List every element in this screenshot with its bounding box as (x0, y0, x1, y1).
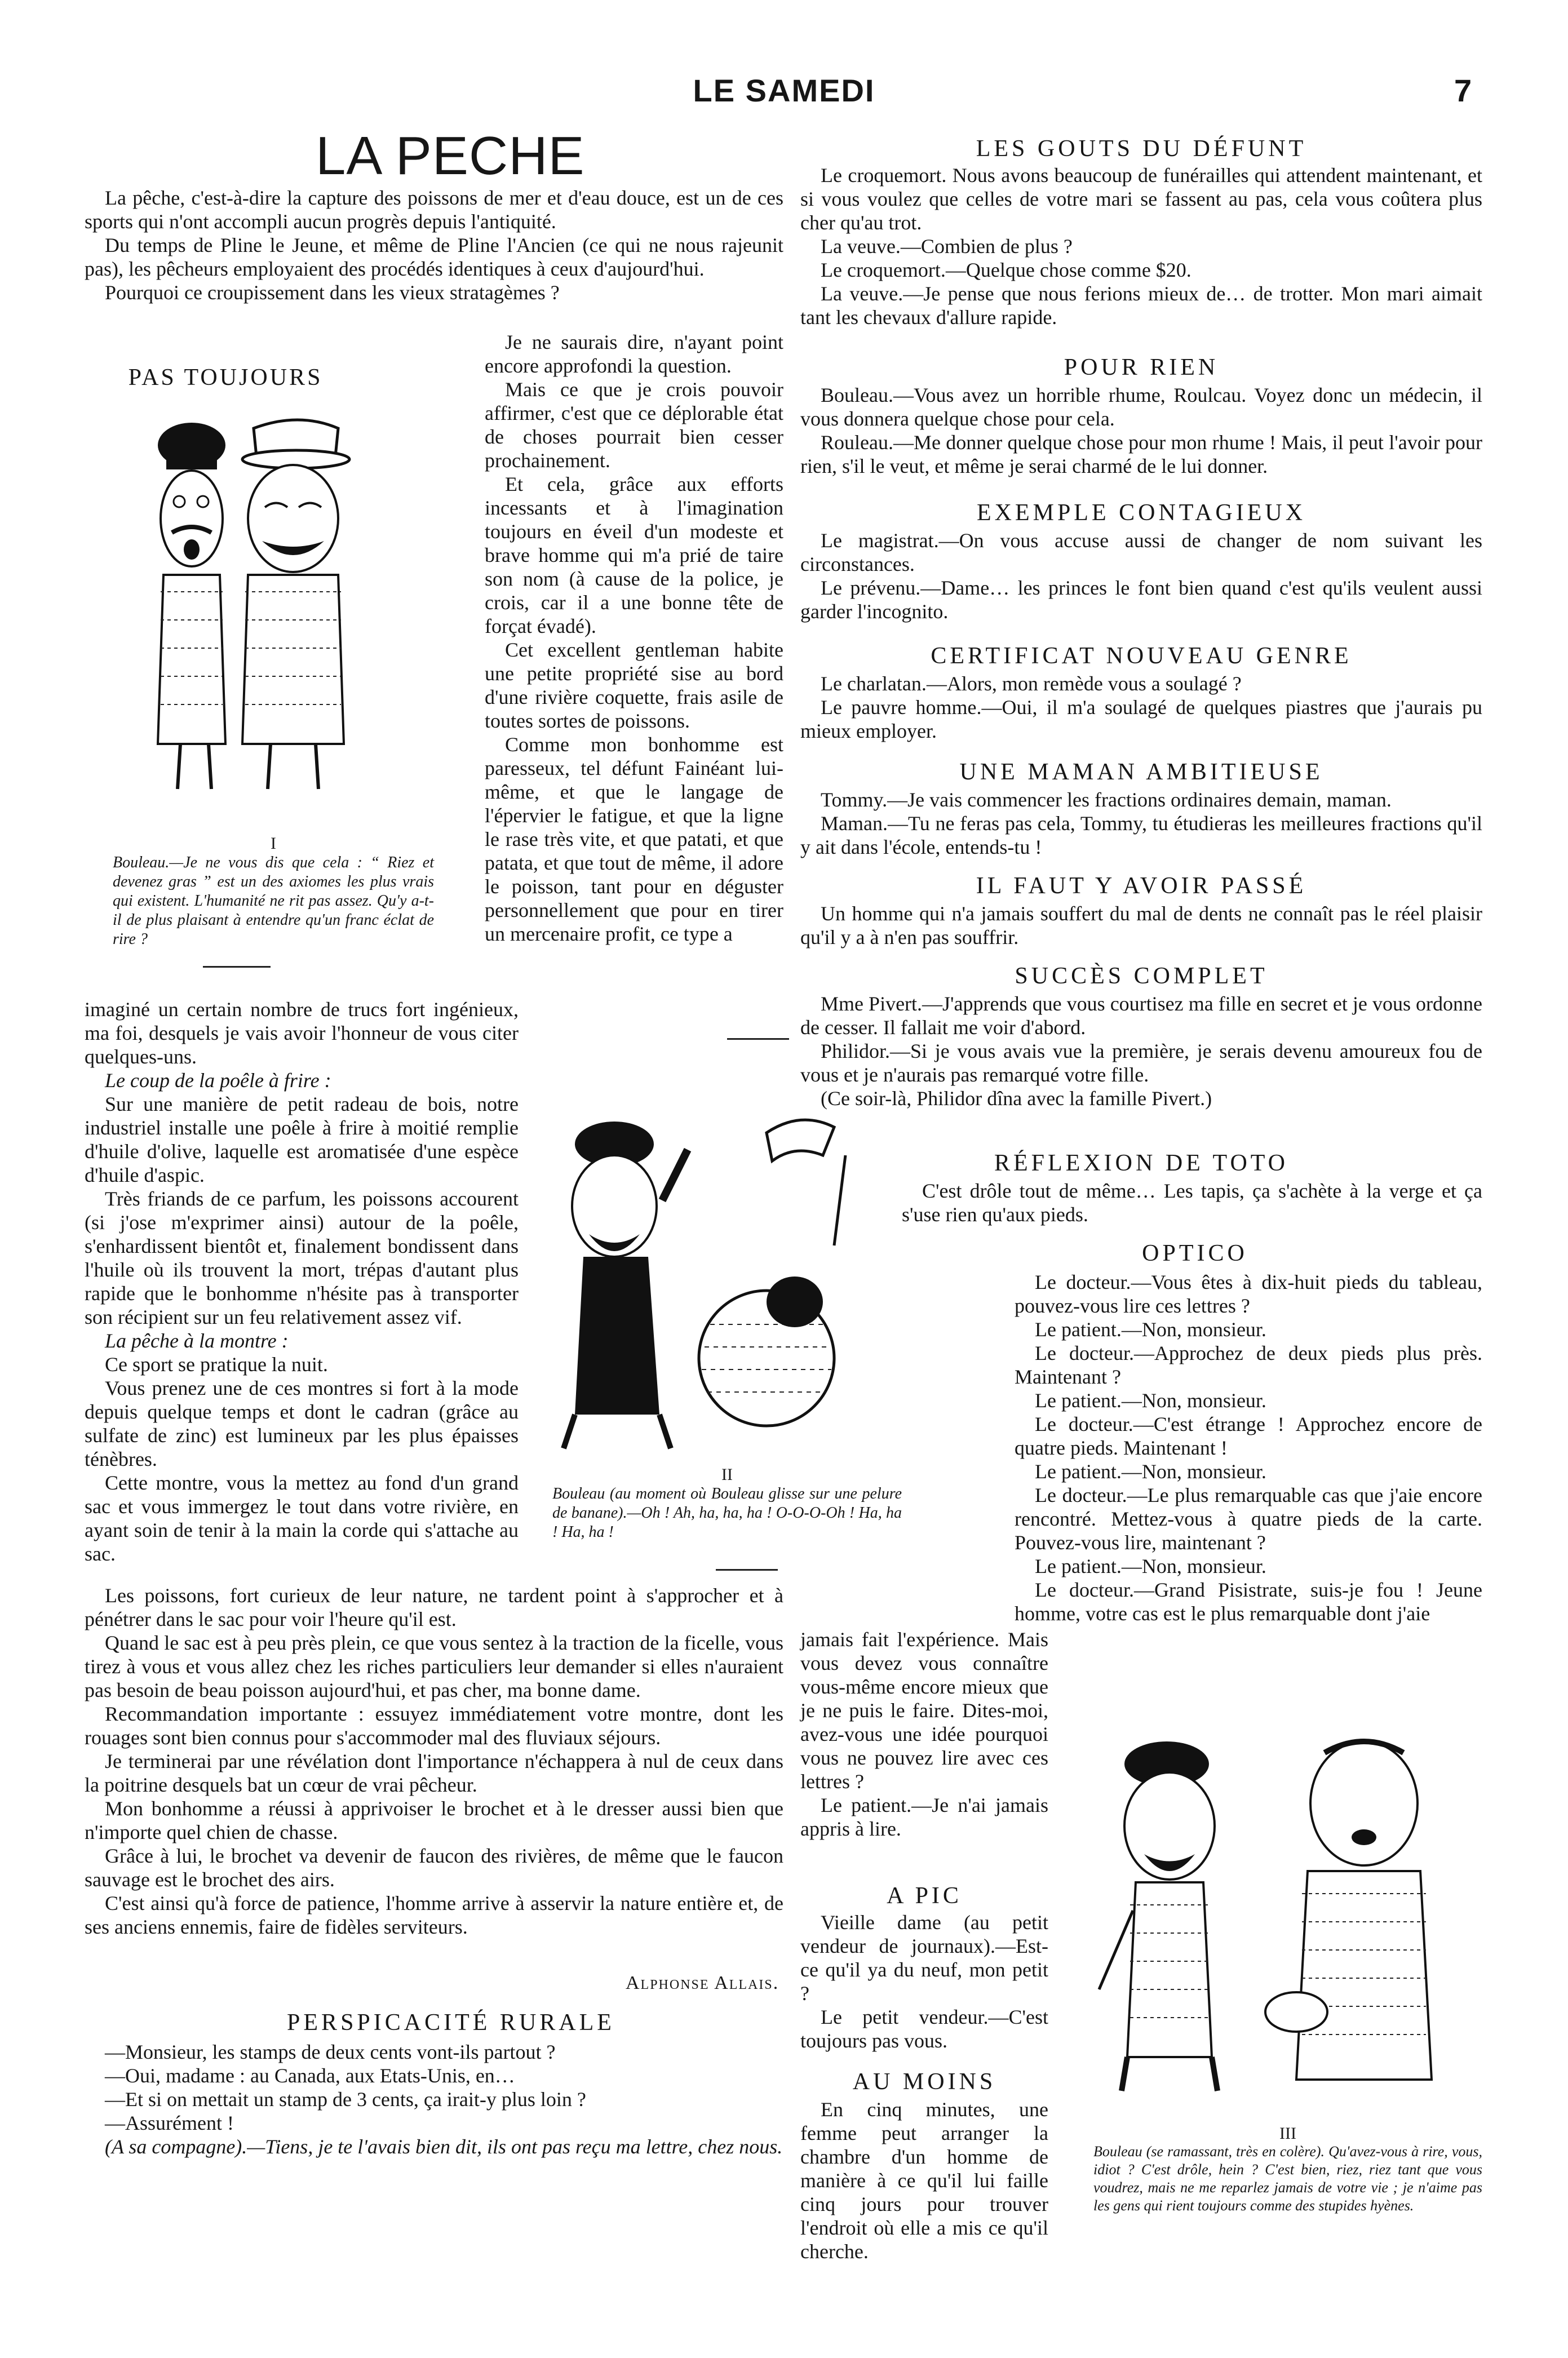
paragraph: Quand le sac est à peu près plein, ce que vous sentez à la traction de la ficelle, vous tirez à vous et vous allez chez les riches particuliers leur demander si elles n'auraient pas besoin de beau poisson aujourd'hui, et pas cher, ma bonne dame. (85, 1632, 783, 1701)
paragraph: Mais ce que je crois pouvoir affirmer, c'est que ce déplorable état de choses pourrait bien cesser prochainement. (485, 378, 783, 472)
section-title: EXEMPLE CONTAGIEUX (976, 500, 1306, 526)
signature: Alphonse Allais. (626, 1973, 779, 1993)
article-title: LA PECHE (316, 126, 585, 186)
masthead: LE SAMEDI (693, 73, 875, 108)
section-body (800, 529, 1482, 623)
paragraph: Le docteur.—Vous êtes à dix-huit pieds du tableau, pouvez-vous lire ces lettres ? (1015, 1271, 1482, 1317)
paragraph: Je ne saurais dire, n'ayant point encore approfondi la question. (485, 331, 783, 377)
paragraph: Maman.—Tu ne feras pas cela, Tommy, tu étudieras les meilleures fractions qu'il y ait dans l'école, entends-tu ! (800, 812, 1482, 858)
paragraph: Tommy.—Je vais commencer les fractions ordinaires demain, maman. (821, 788, 1392, 811)
section-title: RÉFLEXION DE TOTO (994, 1150, 1288, 1176)
paragraph: Rouleau.—Me donner quelque chose pour mon rhume ! Mais, il peut l'avoir pour rien, s'il le veut, et même je serai charmé de le lui donner. (800, 431, 1482, 477)
paragraph: La veuve.—Combien de plus ? (821, 235, 1073, 258)
paragraph: Sur une manière de petit radeau de bois, notre industriel installe une poêle à frire à moitié remplie d'huile d'olive, laquelle est aromatisée d'une espèce d'huile d'aspic. (85, 1093, 519, 1186)
paragraph: —Assurément ! (105, 2112, 234, 2134)
cartoon-title: PAS TOUJOURS (128, 365, 323, 391)
cartoon-caption-3 (1093, 2125, 1482, 2215)
paragraph: C'est ainsi qu'à force de patience, l'homme arrive à asservir la nature entière et, de ses anciens ennemis, faire de fidèles serviteurs. (85, 1892, 783, 1938)
paragraph: Ce sport se pratique la nuit. (105, 1353, 328, 1376)
paragraph: Du temps de Pline le Jeune, et même de Pline l'Ancien (ce qui ne nous rajeunit pas), les pêcheurs employaient des procédés identiques à ceux d'aujourd'hui. (85, 234, 783, 280)
section-title: OPTICO (1142, 1240, 1248, 1266)
article-intro (85, 186, 783, 304)
section-title: POUR RIEN (1064, 354, 1219, 380)
divider (203, 966, 271, 968)
paragraph: Comme mon bonhomme est paresseux, tel défunt Fainéant lui-même, et que le langage de l'épervier le fatigue, et que la ligne le rase très vite, et que patati, et que patata, et que tout de même, il adore le poisson, tant pour en déguster personnellement que pour en tirer un mercenaire profit, ce type a (485, 733, 783, 945)
section-title: A PIC (887, 1883, 962, 1909)
paragraph: Le croquemort. Nous avons beaucoup de funérailles qui attendent maintenant, et si vous voulez que celles de votre mari se fassent au pas, cela vous coûtera plus cher qu'au trot. (800, 164, 1482, 234)
section-title: UNE MAMAN AMBITIEUSE (959, 759, 1323, 785)
section-body (800, 1628, 1048, 1841)
paragraph: Mme Pivert.—J'apprends que vous courtisez ma fille en secret et je vous ordonne de cesser. Il fallait me voir d'abord. (800, 992, 1482, 1039)
paragraph: Le magistrat.—On vous accuse aussi de changer de nom suivant les circonstances. (800, 529, 1482, 575)
cartoon-illustration-1 (113, 406, 361, 795)
paragraph: Vous prenez une de ces montres si fort à la mode depuis quelque temps et dont le cadran (grâce au sulfate de zinc) est lumineux par les plus épaisses ténèbres. (85, 1377, 519, 1470)
section-body (800, 902, 1482, 949)
section-body (800, 788, 1482, 859)
paragraph: —Et si on mettait un stamp de 3 cents, ça irait-y plus loin ? (105, 2088, 586, 2111)
subheading: La pêche à la montre : (105, 1329, 289, 1352)
paragraph: Pourquoi ce croupissement dans les vieux stratagèmes ? (105, 281, 560, 304)
paragraph: Très friands de ce parfum, les poissons accourent (si j'ose m'exprimer ainsi) autour de la poêle, s'enhardissent bientôt et, finalement bondissent dans l'huile où ils trouvent la mort, trépas d'autant plus rapide que le bonhomme n'hésite pas à transporter son récipient sur un feu relativement assez vif. (85, 1187, 519, 1328)
paragraph: La pêche, c'est-à-dire la capture des poissons de mer et d'eau douce, est un de ces sports qui n'ont accompli aucun progrès depuis l'antiquité. (85, 187, 783, 233)
paragraph: Le patient.—Non, monsieur. (1035, 1460, 1266, 1483)
paragraph: En cinq minutes, une femme peut arranger la chambre d'un homme de manière à ce qu'il lui faille cinq jours pour trouver l'endroit où elle a mis ce qu'il cherche. (800, 2098, 1048, 2263)
section-title: SUCCÈS COMPLET (1015, 963, 1268, 989)
paragraph: Cet excellent gentleman habite une petite propriété sise au bord d'une rivière coquette, frais asile de toutes sortes de poissons. (485, 639, 783, 732)
cartoon-caption-2 (552, 1465, 902, 1542)
paragraph: Recommandation importante : essuyez immédiatement votre montre, dont les rouages sont bien connus pour s'accommoder mal des fluviaux séjours. (85, 1703, 783, 1749)
paragraph: Les poissons, fort curieux de leur nature, ne tardent point à s'approcher et à pénétrer dans le sac pour voir l'heure qu'il est. (85, 1584, 783, 1630)
article-column (85, 998, 519, 1566)
article-column (485, 330, 783, 946)
section-title: PERSPICACITÉ RURALE (287, 2010, 615, 2036)
paragraph: La veuve.—Je pense que nous ferions mieux de… de trotter. Mon mari aimait tant les chevaux d'allure rapide. (800, 282, 1482, 329)
cartoon-illustration-3 (1082, 1719, 1465, 2102)
section-body (800, 163, 1482, 329)
section-title: LES GOUTS DU DÉFUNT (976, 136, 1307, 162)
paragraph: Le patient.—Je n'ai jamais appris à lire. (800, 1794, 1048, 1840)
section-body (800, 2098, 1048, 2263)
paragraph: Le charlatan.—Alors, mon remède vous a soulagé ? (821, 672, 1242, 695)
paragraph: Le croquemort.—Quelque chose comme $20. (821, 259, 1191, 281)
paragraph: imaginé un certain nombre de trucs fort ingénieux, ma foi, desquels je vais avoir l'honneur de vous citer quelques-uns. (85, 998, 519, 1068)
article-column (85, 1584, 783, 1939)
caption-number: I (271, 834, 276, 853)
caption-number: III (1279, 2124, 1296, 2143)
paragraph: Le pauvre homme.—Oui, il m'a soulagé de quelques piastres que j'aurais pu mieux employer. (800, 696, 1482, 742)
paragraph: Le patient.—Non, monsieur. (1035, 1555, 1266, 1577)
paragraph: Grâce à lui, le brochet va devenir de faucon des rivières, de même que le faucon sauvage est le brochet des airs. (85, 1845, 783, 1891)
caption-number: II (721, 1465, 733, 1484)
paragraph: Bouleau.—Vous avez un horrible rhume, Roulcau. Voyez donc un médecin, il vous donnera quelque chose pour cela. (800, 384, 1482, 430)
section-body (902, 1179, 1482, 1226)
paragraph: Le patient.—Non, monsieur. (1035, 1318, 1266, 1341)
paragraph: Le docteur.—C'est étrange ! Approchez encore de quatre pieds. Maintenant ! (1015, 1413, 1482, 1459)
paragraph: Mon bonhomme a réussi à apprivoiser le brochet et à le dresser aussi bien que n'importe quel chien de chasse. (85, 1797, 783, 1843)
paragraph: jamais fait l'expérience. Mais vous devez vous connaître vous-même encore mieux que je ne puis le faire. Dites-moi, avez-vous une idée pourquoi vous ne pouvez lire avec ces lettres ? (800, 1628, 1048, 1793)
section-title: CERTIFICAT NOUVEAU GENRE (931, 643, 1352, 669)
subheading: Le coup de la poêle à frire : (105, 1069, 331, 1092)
caption-text: Bouleau (au moment où Bouleau glisse sur une pelure de banane).—Oh ! Ah, ha, ha, ha ! O-O-O-Oh ! Ha, ha ! Ha, ha ! (552, 1485, 902, 1541)
paragraph: Un homme qui n'a jamais souffert du mal de dents ne connaît pas le réel plaisir qu'il y a à n'en pas souffrir. (800, 902, 1482, 948)
section-body (800, 672, 1482, 743)
section-body (800, 383, 1482, 478)
caption-text: Bouleau.—Je ne vous dis que cela : “ Riez et devenez gras ” est un des axiomes les plus vrais qui existent. L'humanité ne rit pas assez. Qu'y a-t-il de plus plaisant à entendre qu'un franc éclat de rire ? (113, 854, 434, 948)
paragraph: Le petit vendeur.—C'est toujours pas vous. (800, 2006, 1048, 2052)
paragraph: Le patient.—Non, monsieur. (1035, 1389, 1266, 1412)
section-title: IL FAUT Y AVOIR PASSÉ (976, 873, 1307, 899)
paragraph: Le docteur.—Grand Pisistrate, suis-je fou ! Jeune homme, votre cas est le plus remarquable dont j'aie (1015, 1579, 1482, 1625)
paragraph: Et cela, grâce aux efforts incessants et à l'imagination toujours en éveil d'un modeste et brave homme qui m'a prié de taire son nom (à cause de la police, je crois, car il a une bonne tête de forçat évadé). (485, 473, 783, 637)
paragraph: Le docteur.—Le plus remarquable cas que j'aie encore rencontré. Mettez-vous à quatre pieds de la carte. Pouvez-vous lire, maintenant ? (1015, 1484, 1482, 1554)
page-number: 7 (1454, 73, 1472, 108)
paragraph: C'est drôle tout de même… Les tapis, ça s'achète à la verge et ça s'use rien qu'aux pieds. (902, 1180, 1482, 1226)
caption-text: Bouleau (se ramassant, très en colère). Qu'avez-vous à rire, vous, idiot ? C'est drôle, hein ? C'est bien, riez, riez tant que vous voudrez, mais ne me reparlez jamais de votre vie ; je n'aime pas les gens qui rient toujours comme des stupides hyènes. (1093, 2143, 1482, 2214)
paragraph: —Monsieur, les stamps de deux cents vont-ils partout ? (105, 2041, 556, 2063)
paragraph: Vieille dame (au petit vendeur de journaux).—Est-ce qu'il ya du neuf, mon petit ? (800, 1911, 1048, 2005)
paragraph: Le prévenu.—Dame… les princes le font bien quand c'est qu'ils veulent aussi garder l'incognito. (800, 577, 1482, 623)
section-body (800, 992, 1482, 1110)
article-column (85, 2040, 783, 2158)
paragraph: —Oui, madame : au Canada, aux Etats-Unis, en… (105, 2064, 515, 2087)
divider (716, 1569, 778, 1571)
paragraph: Philidor.—Si je vous avais vue la première, je serais devenu amoureux fou de vous et je n'aurais pas remarqué votre fille. (800, 1040, 1482, 1086)
paragraph: Cette montre, vous la mettez au fond d'un grand sac et vous immergez le tout dans votre rivière, en ayant soin de tenir à la main la corde qui s'attache au sac. (85, 1471, 519, 1565)
section-body (1015, 1270, 1482, 1625)
cartoon-caption-1 (113, 834, 434, 949)
section-title: AU MOINS (852, 2069, 996, 2095)
paragraph: Le docteur.—Approchez de deux pieds plus près. Maintenant ? (1015, 1342, 1482, 1388)
paragraph: (Ce soir-là, Philidor dîna avec la famille Pivert.) (821, 1087, 1212, 1110)
paragraph: Je terminerai par une révélation dont l'importance n'échappera à nul de ceux dans la poitrine desquels bat un cœur de vrai pêcheur. (85, 1750, 783, 1796)
paragraph: (A sa compagne).—Tiens, je te l'avais bien dit, ils ont pas reçu ma lettre, chez nous. (105, 2135, 783, 2158)
divider (727, 1038, 789, 1040)
section-body (800, 1911, 1048, 2053)
